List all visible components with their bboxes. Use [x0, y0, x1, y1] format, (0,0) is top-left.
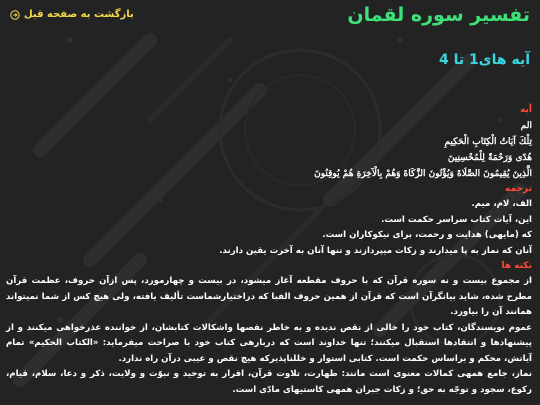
translation-line: الف، لام، میم. [471, 199, 532, 209]
translation-line: این، آیات کتاب سراسر حکمت است. [381, 214, 532, 225]
page-title: تفسیر سوره لقمان [347, 4, 530, 26]
ayah-line: تِلْكَ آيَاتُ الْكِتَابِ الْحَكِيمِ [444, 137, 532, 147]
ayah-line: الم [520, 121, 532, 131]
content-body [6, 103, 532, 398]
ayah-line: الَّذِينَ يُقِيمُونَ الصَّلَاةَ وَيُؤْتُونَ الزَّكَاةَ وَهُمْ بِالْآخِرَةِ هُمْ يُوقِنُونَ [314, 169, 532, 179]
note-paragraph: از مجموع بیست و نه سوره قرآن که با حروف مقطعه آغاز میشود، در بیست و چهارمورد، پس ازآن حروف، عظمت قرآن مطرح شده، شاید بیانگرآن است که قرآن از همین حروف الفبا که دراختیارشماست تألیف یافته، ولی هیچ کس از شما نمیتواند همانند آن را بیاورد. [6, 276, 532, 317]
note-paragraph: عموم نویسندگان، کتاب خود را خالی از نقص ندیده و به خاطر نقصها واشکالات کتابشان، از خواننده عذرخواهی میکنند و از پیشنهادها و انتقادها استقبال میکنند؛ تنها خداوند است که دربارهی کتاب خود با صراحت میفرماید: «الکتاب الحکیم» تمام آیاتش، محکم و براساس حکمت است. کتابی استوار و خللناپذیرکه هیچ نقص و عیبی درآن راه ندارد. [6, 322, 532, 364]
verse-range-heading: آیه های1 تا 4 [439, 52, 530, 68]
ayah-line: هُدًى وَرَحْمَةً لِلْمُحْسِنِينَ [447, 153, 532, 163]
translation-line: که (مایهی) هدایت و رحمت، برای نیکوکاران است. [322, 230, 532, 240]
translation-section-heading: ترجمه [505, 184, 532, 194]
notes-section-heading: نکته ها [501, 261, 532, 271]
note-paragraph: نماز، جامع همهی کمالات معنوی است مانند: طهارت، تلاوت قرآن، اقرار به توحید و نبوّت و ولایت، ذکر و دعا، سلام، قیام، رکوع، سجود و توجّه به حق؛ و زکات جبران همهی کاستیهای مادّی است. [6, 369, 532, 395]
circle-arrow-icon [10, 10, 20, 20]
ayah-section-heading: آیه [520, 105, 532, 115]
back-to-previous-link[interactable] [10, 9, 134, 20]
back-link-label: بازگشت به صفحه قبل [24, 9, 134, 20]
translation-line: آنان که نماز به پا میدارند و زکات میپردازند و تنها آنان به آخرت یقین دارند. [219, 245, 532, 256]
